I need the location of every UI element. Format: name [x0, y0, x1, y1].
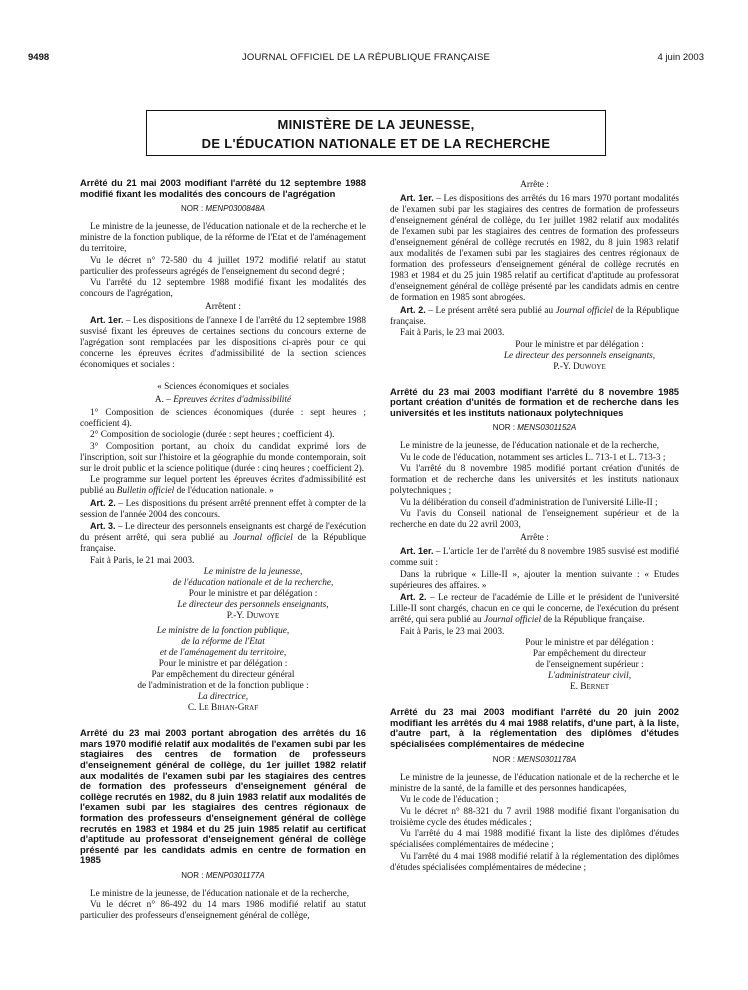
ministry-heading: [146, 110, 606, 156]
article-text: de la République française.: [390, 305, 680, 327]
exam-item-3: 3° Composition portant, au choix du candidat exprimé lors de l'inscription, soit sur l'histoire et la géographie du monde contemporain, soit sur le droit public et la science politique (durée : cinq heures ; coefficient 2).: [80, 441, 366, 474]
paragraph: Vu le code de l'éducation ;: [400, 795, 499, 806]
program-paragraph: [80, 475, 366, 497]
signature-line: et de l'aménagement du territoire,: [159, 648, 287, 659]
signature-block: [390, 638, 679, 693]
publication-name: Journal officiel: [555, 305, 613, 316]
nor-code: MENS0301178A: [517, 754, 577, 764]
article-1: [390, 546, 679, 569]
signature-line: de l'enseignement supérieur :: [535, 660, 644, 671]
signature-line: Pour le ministre et par délégation :: [158, 659, 288, 670]
decree-title: Arrêté du 23 mai 2003 portant abrogation des arrêtés du 16 mars 1970 modifié relatif aux modalités de l'examen subi par les stagiaires des centres de formation de professeurs d'enseignement général de collège, du 1er juillet 1982 relatif aux modalités de l'examen subi par les stagiaires des centres de formation des professeurs d'enseignement général de collège recrutés en 1982, du 8 juin 1983 relatif aux modalités de l'examen subi par les stagiaires des centres régionaux de formation des professeurs d'enseignement général de collège recrutés en 1983 et 1984 et du 25 juin 1985 relatif au certificat d'aptitude au professorat d'enseignement général de collège présenté par les candidats admis en centre de formation en 1985: [80, 727, 366, 866]
paragraph: Vu le décret n° 72-580 du 4 juillet 1972 modifié relatif au statut particulier des professeurs agrégés de l'enseignement du second degré ;: [80, 255, 366, 277]
exam-item-2: 2° Composition de sociologie (durée : sept heures ; coefficient 4).: [90, 430, 335, 441]
publication-name: Journal officiel: [483, 615, 542, 626]
article-3: [80, 521, 366, 555]
signature-line: Le directeur des personnels enseignants,: [503, 350, 656, 361]
nor-reference: [80, 203, 366, 214]
signature-line: La directrice,: [197, 692, 249, 703]
article-label: Art. 1er.: [90, 315, 124, 326]
nor-code: MENS0301152A: [517, 423, 577, 433]
article-label: Art. 1er.: [400, 546, 434, 557]
text-run: Le programme sur lequel portent les épreuves écrites d'admissibilité est publié au: [80, 475, 366, 497]
issue-date: 4 juin 2003: [657, 52, 704, 63]
page-number: 9498: [28, 52, 50, 63]
nor-label: NOR :: [181, 870, 206, 880]
text-run: de l'éducation nationale. »: [174, 486, 274, 497]
decree-agregation: [80, 178, 366, 714]
signature-line: Pour le ministre et par délégation :: [525, 638, 654, 649]
signature-line: de la réforme de l'Etat: [181, 637, 265, 648]
signature-block-education: [80, 567, 366, 622]
signature-line: Par empêchement du directeur général: [151, 670, 295, 681]
ministry-line-1: MINISTÈRE DE LA JEUNESSE,: [277, 117, 475, 132]
decree-abrogation: [80, 728, 366, 922]
journal-title: JOURNAL OFFICIEL DE LA RÉPUBLIQUE FRANÇAISE: [241, 52, 491, 63]
article-text: – Les dispositions de l'annexe I de l'arrêté du 12 septembre 1988 susvisé fixant les épreuves de certaines sections du concours externe de l'agrégation sont remplacées par les dispositions ci-après pour ce qui concerne les épreuves écrites d'admissibilité de la section sciences économiques et sociales :: [80, 316, 366, 371]
article-1: [80, 315, 366, 371]
article-text: – Le recteur de l'académie de Lille et le président de l'université Lille-II sont chargés, chacun en ce qui le concerne, de l'exécution du présent arrêté, qui sera publié au: [390, 593, 679, 626]
subsection-title: Epreuves écrites d'admissibilité: [173, 394, 292, 405]
right-column: [390, 178, 679, 874]
nor-reference: [390, 754, 679, 765]
article-2: [390, 305, 679, 328]
signing-place-date: Fait à Paris, le 23 mai 2003.: [400, 328, 505, 338]
paragraph: Vu l'avis du Conseil national de l'enseignement supérieur et de la recherche en date du 22 avril 2003,: [390, 509, 679, 531]
paragraph: Dans la rubrique « Lille-II », ajouter la mention suivante : « Etudes supérieures des affaires. »: [390, 569, 679, 591]
signature-line: Par empêchement du directeur: [532, 649, 647, 660]
left-column: [80, 178, 366, 923]
paragraph: Le ministre de la jeunesse, de l'éducation nationale et de la recherche et le ministre de la santé, de la famille et des personnes handicapées,: [390, 772, 679, 794]
signature-block-fonction-publique: [80, 626, 366, 714]
signatory-name: E. Bernet: [569, 682, 610, 693]
subsection-letter: A. –: [154, 394, 174, 405]
signatory-name: C. Le Bihan-Graf: [187, 703, 259, 714]
signing-place-date: Fait à Paris, le 23 mai 2003.: [400, 626, 505, 637]
nor-reference: [390, 422, 679, 433]
paragraph: Vu l'arrêté du 4 mai 1988 modifié fixant la liste des diplômes d'études spécialisées complémentaires de médecine ;: [390, 829, 679, 851]
article-label: Art. 3.: [90, 521, 116, 532]
decree-medecine: [390, 707, 679, 873]
paragraph: Le ministre de la jeunesse, de l'éducation nationale et de la recherche,: [90, 888, 350, 899]
signature-line: Pour le ministre et par délégation :: [515, 339, 644, 350]
arretent-heading: Arrêtent :: [205, 302, 241, 313]
article-label: Art. 2.: [400, 304, 426, 315]
paragraph: Vu le décret n° 86-492 du 14 mars 1986 modifié relatif au statut particulier des professeurs d'enseignement général de collège,: [80, 900, 366, 922]
signature-line: L'administrateur civil,: [547, 671, 632, 682]
article-text: – Le directeur des personnels enseignants est chargé de l'exécution du présent arrêté, qui sera publié au: [80, 522, 366, 544]
nor-label: NOR :: [492, 423, 518, 433]
decree-title: Arrêté du 21 mai 2003 modifiant l'arrêté du 12 septembre 1988 modifié fixant les modalités des concours de l'agrégation: [80, 177, 366, 199]
article-text: – L'article 1er de l'arrêté du 8 novembre 1985 susvisé est modifié comme suit :: [390, 547, 679, 569]
article-text: de la République française.: [541, 615, 645, 626]
signing-place-date: Fait à Paris, le 21 mai 2003.: [90, 555, 195, 566]
article-2: [80, 498, 366, 521]
nor-code: MENP0300848A: [205, 204, 266, 214]
nor-reference: [80, 870, 366, 881]
signature-line: Le ministre de la fonction publique,: [156, 626, 290, 637]
paragraph: Vu la délibération du conseil d'administration de l'université Lille-II ;: [400, 497, 658, 508]
article-1: [390, 193, 679, 304]
nor-label: NOR :: [492, 754, 518, 764]
nor-code: MENP0301177A: [205, 870, 265, 880]
arrete-heading: Arrête :: [520, 180, 549, 190]
decree-title: Arrêté du 23 mai 2003 modifiant l'arrêté du 8 novembre 1985 portant création d'unités de formation et de recherche dans les universités et les instituts nationaux polytechniques: [390, 385, 679, 418]
signature-line: Le ministre de la jeunesse,: [203, 567, 303, 578]
publication-name: Bulletin officiel: [116, 486, 175, 497]
page-header: [28, 52, 704, 66]
exam-item-1: 1° Composition de sciences économiques (durée : sept heures ; coefficient 4).: [80, 407, 366, 429]
article-2: [390, 592, 679, 626]
article-text: – Le présent arrêté sera publié au: [425, 305, 556, 316]
article-text: de la République française.: [80, 533, 366, 555]
paragraph: Vu le code de l'éducation, notamment ses articles L. 713-1 et L. 713-3 ;: [400, 452, 666, 463]
ministry-line-2: DE L'ÉDUCATION NATIONALE ET DE LA RECHERCHE: [201, 136, 551, 151]
arrete-heading: Arrête :: [520, 533, 549, 544]
paragraph: Vu l'arrêté du 8 novembre 1985 modifié portant création d'unités de formation et de recherche dans les universités et les instituts nationaux polytechniques ;: [390, 464, 679, 497]
paragraph: Le ministre de la jeunesse, de l'éducation nationale et de la recherche et le ministre de la fonction publique, de la réforme de l'Etat et de l'aménagement du territoire,: [80, 222, 366, 255]
signature-line: de l'éducation nationale et de la recherche,: [172, 578, 334, 589]
article-label: Art. 2.: [90, 497, 116, 508]
signatory-name: P.-Y. Duwoye: [553, 361, 606, 372]
decree-title: Arrêté du 23 mai 2003 modifiant l'arrêté du 20 juin 2002 modifiant les arrêtés du 4 mai 1988 relatifs, d'une part, à la liste, d'autre part, à la réglementation des diplômes d'études spécialisées complémentaires de médecine: [390, 706, 679, 750]
article-text: – Les dispositions des arrêtés du 16 mars 1970 portant modalités de l'examen subi par les stagiaires des centres de formation de professeurs d'enseignement général de collège, du 1er juillet 1982 relatif aux modalités de l'examen subi par les stagiaires des centres de formation des professeurs d'enseignement général de collège recrutés en 1982, du 8 juin 1983 relatif aux modalités de l'examen subi par les stagiaires des centres régionaux de formation des professeurs d'enseignement général de collège recrutés en 1983 et 1984 et du 25 juin 1985 relatif au certificat d'aptitude au professorat d'enseignement général de collège présenté par les candidats admis en centre de formation en 1985 sont abrogées.: [390, 194, 679, 303]
signature-line: Le directeur des personnels enseignants,: [177, 600, 329, 611]
nor-label: NOR :: [180, 204, 206, 214]
paragraph: Vu l'arrêté du 12 septembre 1988 modifié fixant les modalités des concours de l'agrégation,: [80, 278, 366, 300]
article-label: Art. 2.: [400, 592, 427, 603]
subsection-heading: [80, 395, 366, 406]
article-text: – Les dispositions du présent arrêté prennent effet à compter de la session de l'année 2004 des concours.: [80, 498, 366, 520]
paragraph: Le ministre de la jeunesse, de l'éducation nationale et de la recherche,: [400, 441, 660, 452]
paragraph: Vu le décret n° 88-321 du 7 avril 1988 modifié fixant l'organisation du troisième cycle des études médicales ;: [390, 806, 679, 828]
decree-abrogation-continued: [390, 180, 679, 373]
decree-ufr-creation: [390, 387, 679, 694]
section-heading: « Sciences économiques et sociales: [157, 381, 289, 392]
signature-block: [390, 340, 679, 373]
signature-line: Pour le ministre et par délégation :: [188, 589, 318, 600]
paragraph: Vu l'arrêté du 4 mai 1988 modifié relatif à la réglementation des diplômes d'études spécialisées complémentaires de médecine ;: [390, 851, 679, 873]
signature-line: de l'administration et de la fonction publique :: [137, 681, 309, 692]
signatory-name: P.-Y. Duwoye: [226, 611, 280, 622]
publication-name: Journal officiel: [233, 533, 293, 544]
article-label: Art. 1er.: [400, 193, 434, 203]
